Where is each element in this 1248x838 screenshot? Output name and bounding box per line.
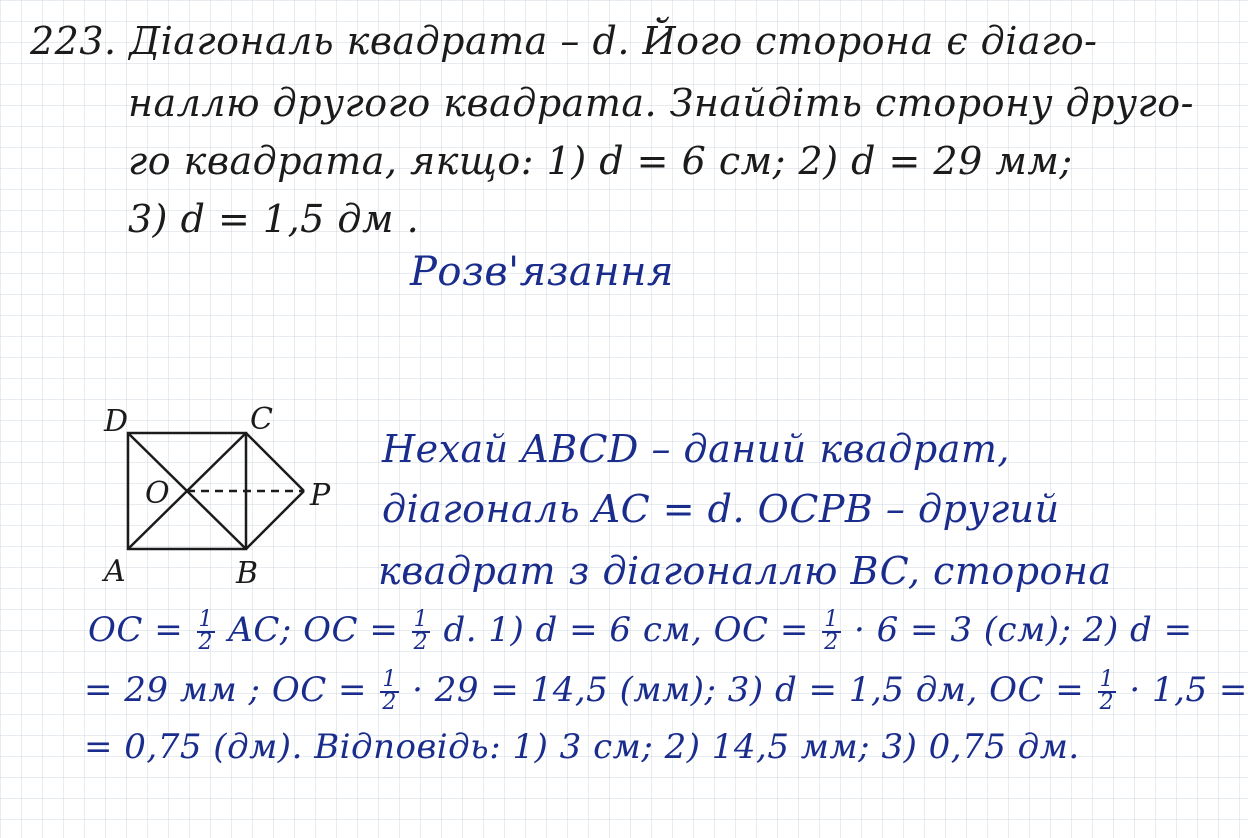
problem-line-4: 3) d = 1,5 дм . [128, 197, 420, 241]
fraction-denominator: 2 [198, 629, 213, 655]
solution-title: Розв'язання [410, 249, 674, 295]
problem-line-1: 223. Діагональ квадрата – d. Його сторона є діаго- [30, 19, 1098, 63]
solution-line-4-part-a: OC = [88, 609, 195, 650]
label-b: B [236, 556, 259, 591]
solution-line-5-part-b: · 29 = 14,5 (мм); 3) d = 1,5 дм, OC = [400, 669, 1096, 710]
fraction-denominator: 2 [824, 629, 839, 655]
label-p: P [310, 478, 331, 513]
fraction-half [412, 607, 431, 655]
solution-line-4-part-b: AC; OC = [217, 609, 410, 650]
label-c: C [250, 402, 273, 437]
problem-line-2: наллю другого квадрата. Знайдіть сторону друго- [128, 81, 1194, 125]
solution-line-1: Нехай ABCD – даний квадрат, [382, 427, 1010, 471]
segment-cp [246, 433, 304, 491]
square-diagram [90, 395, 330, 595]
segment-pb [246, 491, 304, 549]
solution-line-3: квадрат з діагоналлю BC, сторона [378, 549, 1112, 593]
solution-line-5-part-c: · 1,5 = [1118, 669, 1248, 710]
fraction-numerator: 1 [1099, 667, 1115, 692]
fraction-denominator: 2 [382, 689, 397, 715]
label-a: A [104, 554, 126, 589]
fraction-numerator: 1 [198, 607, 213, 632]
fraction-half [822, 607, 841, 655]
fraction-denominator: 2 [1099, 689, 1115, 715]
solution-line-6-answer: = 0,75 (дм). Відповідь: 1) 3 см; 2) 14,5 мм; 3) 0,75 дм. [84, 727, 1080, 767]
fraction-numerator: 1 [413, 607, 429, 632]
solution-line-2: діагональ AC = d. OCPB – другий [382, 487, 1060, 531]
solution-line-5 [84, 667, 1248, 715]
fraction-numerator: 1 [824, 607, 839, 632]
problem-line-3: го квадрата, якщо: 1) d = 6 см; 2) d = 29 мм; [128, 139, 1073, 183]
solution-line-4-part-d: · 6 = 3 (см); 2) d = [842, 609, 1193, 650]
solution-line-4 [88, 607, 1193, 655]
fraction-half [1098, 667, 1117, 715]
solution-line-4-part-c: d. 1) d = 6 см, OC = [432, 609, 821, 650]
fraction-numerator: 1 [382, 667, 397, 692]
fraction-denominator: 2 [413, 629, 429, 655]
fraction-half [197, 607, 216, 655]
label-d: D [104, 404, 129, 439]
label-o: O [145, 476, 170, 511]
solution-line-5-part-a: = 29 мм ; OC = [84, 669, 379, 710]
fraction-half [380, 667, 399, 715]
